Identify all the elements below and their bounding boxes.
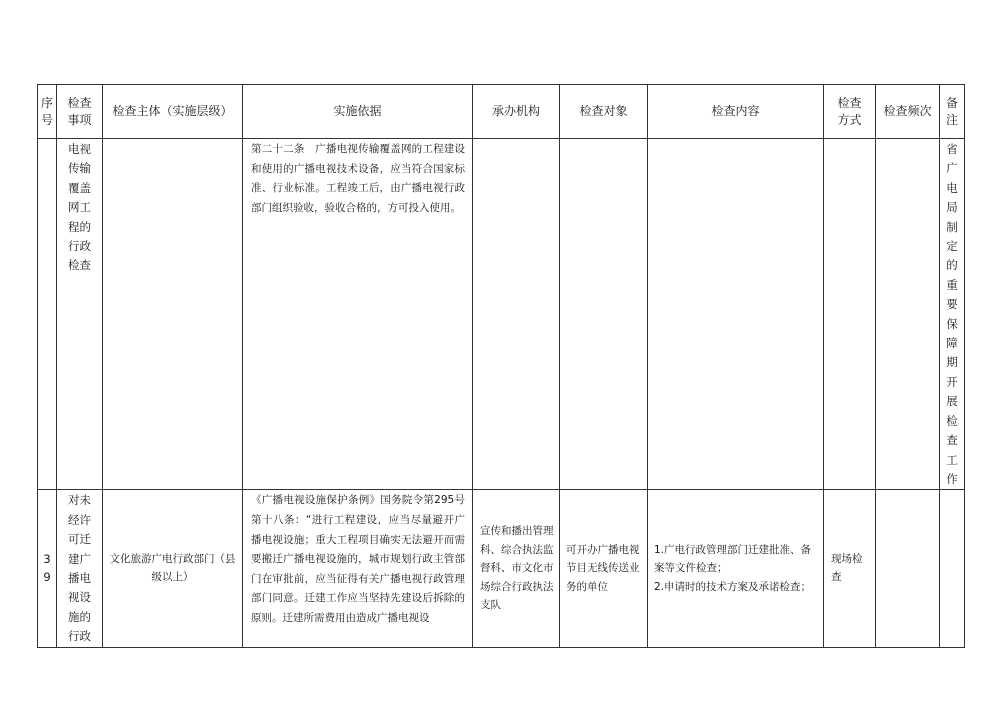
header-frequency: 检查频次	[876, 85, 940, 139]
header-remark: 备 注	[940, 85, 965, 139]
cell-method: 现场检查	[824, 490, 876, 647]
cell-seq: 3 9	[38, 490, 57, 647]
cell-method	[824, 139, 876, 490]
cell-frequency	[876, 490, 940, 647]
cell-org	[473, 139, 560, 490]
cell-content	[648, 139, 824, 490]
header-item: 检查 事项	[57, 85, 103, 139]
header-method: 检查 方式	[824, 85, 876, 139]
header-seq: 序 号	[38, 85, 57, 139]
cell-remark: 省 广 电 局 制 定 的 重 要 保 障 期 开 展 检 查 工 作	[940, 139, 965, 490]
header-org: 承办机构	[473, 85, 560, 139]
table-row	[38, 139, 965, 490]
header-basis: 实施依据	[243, 85, 473, 139]
cell-object	[560, 139, 648, 490]
header-object: 检查对象	[560, 85, 648, 139]
content-line-2: 2.申请时的技术方案及承诺检查；	[654, 580, 812, 593]
cell-seq	[38, 139, 57, 490]
table-header-row	[38, 85, 965, 139]
cell-content	[648, 490, 824, 647]
cell-basis: 第二十二条 广播电视传输覆盖网的工程建设和使用的广播电视技术设备，应当符合国家标准、行业标准。工程竣工后，由广播电视行政部门组织验收，验收合格的，方可投入使用。	[243, 139, 473, 490]
header-subject: 检查主体（实施层级）	[103, 85, 243, 139]
header-content: 检查内容	[648, 85, 824, 139]
cell-basis: 《广播电视设施保护条例》国务院令第295号第十八条：“进行工程建设，应当尽量避开广播电视设施；重大工程项目确实无法避开而需要搬迁广播电视设施的，城市规划行政主管部门在审批前，应当征得有关广播电视行政管理部门同意。迁建工作应当坚持先建设后拆除的原则。迁建所需费用由造成广播电视设	[243, 490, 473, 647]
cell-remark	[940, 490, 965, 647]
inspection-table	[37, 84, 965, 648]
table-row	[38, 490, 965, 647]
cell-item: 对未 经许 可迁 建广 播电 视设 施的 行政	[57, 490, 103, 647]
cell-frequency	[876, 139, 940, 490]
cell-subject: 文化旅游广电行政部门（县级以上）	[103, 490, 243, 647]
cell-item: 电视 传输 覆盖 网工 程的 行政 检查	[57, 139, 103, 490]
cell-object: 可开办广播电视节目无线传送业务的单位	[560, 490, 648, 647]
content-line-1: 1.广电行政管理部门迁建批准、备案等文件检查；	[654, 543, 812, 575]
cell-subject	[103, 139, 243, 490]
cell-org: 宣传和播出管理科、综合执法监督科、市文化市场综合行政执法支队	[473, 490, 560, 647]
